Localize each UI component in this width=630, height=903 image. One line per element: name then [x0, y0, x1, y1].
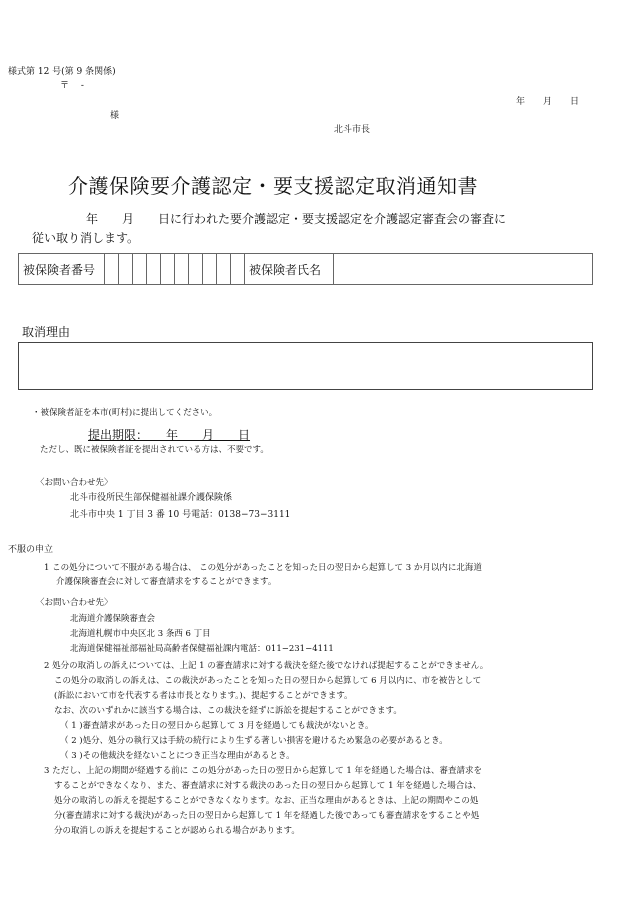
insured-number-digit[interactable] [231, 254, 245, 284]
appeal-heading: 不服の申立 [8, 545, 54, 555]
appeal-item1-line1: 1 この処分について不服がある場合は、 この処分があったことを知った日の翌日から起算して 3 か月以内に北海道 [44, 563, 482, 573]
appeal-item2-line1: 2 処分の取消しの訴えについては、上記 1 の審査請求に対する裁決を経た後でなければ提起することができません。 [44, 661, 489, 671]
insured-name-field[interactable] [334, 254, 592, 284]
appeal-item2-line2: この処分の取消しの訴えは、この裁決があったことを知った日の翌日から起算して 6 月以内に、市を被告として [54, 676, 482, 686]
insured-number-digit[interactable] [147, 254, 161, 284]
insured-name-label: 被保険者氏名 [245, 254, 334, 284]
page-title: 介護保険要介護認定・要支援認定取消通知書 [68, 174, 478, 198]
insured-number-digit[interactable] [189, 254, 203, 284]
contact-heading: 〈お問い合わせ先〉 [36, 478, 113, 488]
insured-table [18, 253, 593, 285]
form-number: 様式第 12 号(第 9 条関係) [8, 67, 116, 77]
submission-exception: ただし、既に被保険者証を提出されている方は、不要です。 [40, 445, 269, 455]
insured-number-digit[interactable] [161, 254, 175, 284]
insured-number-digit[interactable] [105, 254, 119, 284]
contact-address-phone: 北斗市中央 1 丁目 3 番 10 号電話：0138−73−3111 [70, 510, 291, 520]
contact-office: 北斗市役所民生部保健福祉課介護保険係 [70, 493, 233, 503]
appeal-contact-heading: 〈お問い合わせ先〉 [36, 598, 113, 608]
appeal-contact-line2: 北海道札幌市中央区北 3 条西 6 丁目 [70, 629, 211, 639]
appeal-item3-line1: 3 ただし、上記の期間が経過する前に この処分があった日の翌日から起算して 1 年を経過した場合は、審査請求を [44, 766, 483, 776]
submission-note: ・被保険者証を本市(町村)に提出してください。 [32, 408, 218, 418]
intro-text-line2: 従い取り消します。 [32, 231, 140, 245]
appeal-item1-line2: 介護保険審査会に対して審査請求をすることができます。 [56, 577, 277, 587]
appeal-item3-line4: 分(審査請求に対する裁決)があった日の翌日から起算して 1 年を経過した後であっても審査請求をすることや処 [54, 811, 480, 821]
submission-deadline: 提出期限： 年 月 日 [88, 428, 251, 442]
cancel-reason-value [19, 343, 592, 351]
insured-number-digit[interactable] [217, 254, 231, 284]
insured-number-digit[interactable] [203, 254, 217, 284]
appeal-item3-line2: することができなくなり、また、審査請求に対する裁決のあった日の翌日から起算して 1 年を経過した場合は、 [54, 781, 482, 791]
cancel-reason-box[interactable] [18, 342, 593, 390]
appeal-item2-sub2: （ 2 )処分、処分の執行又は手続の続行により生ずる著しい損害を避けるため緊急の必要があるとき。 [60, 736, 448, 746]
issuer: 北斗市長 [334, 125, 371, 135]
appeal-item2-line3: (訴訟において市を代表する者は市長となります。)、提起することができます。 [54, 691, 353, 701]
intro-text-line1: 年 月 日に行われた要介護認定・要支援認定を介護認定審査会の審査に [86, 212, 507, 226]
appeal-item2-sub3: （ 3 )その他裁決を経ないことにつき正当な理由があるとき。 [60, 751, 295, 761]
appeal-contact-line3: 北海道保健福祉部福祉局高齢者保健福祉課内電話：011−231−4111 [70, 644, 334, 654]
postal-code: 〒 - [60, 81, 84, 91]
insured-number-digit[interactable] [119, 254, 133, 284]
appeal-item3-line3: 処分の取消しの訴えを提起することができなくなります。なお、正当な理由があるときは、上記の期間やこの処 [54, 796, 479, 806]
appeal-item3-line5: 分の取消しの訴えを提起することが認められる場合があります。 [54, 826, 300, 836]
appeal-item2-sub1: （ 1 )審査請求があった日の翌日から起算して 3 月を経過しても裁決がないとき。 [60, 721, 374, 731]
appeal-item2-line4: なお、次のいずれかに該当する場合は、この裁決を経ずに訴訟を提起することができます。 [54, 706, 402, 716]
insured-number-label: 被保険者番号 [19, 254, 105, 284]
insured-number-digit[interactable] [133, 254, 147, 284]
cancel-reason-label: 取消理由 [22, 325, 71, 339]
insured-number-digit[interactable] [175, 254, 189, 284]
issue-date: 年 月 日 [516, 97, 580, 107]
appeal-contact-line1: 北海道介護保険審査会 [70, 614, 156, 624]
recipient-suffix: 様 [110, 111, 120, 121]
